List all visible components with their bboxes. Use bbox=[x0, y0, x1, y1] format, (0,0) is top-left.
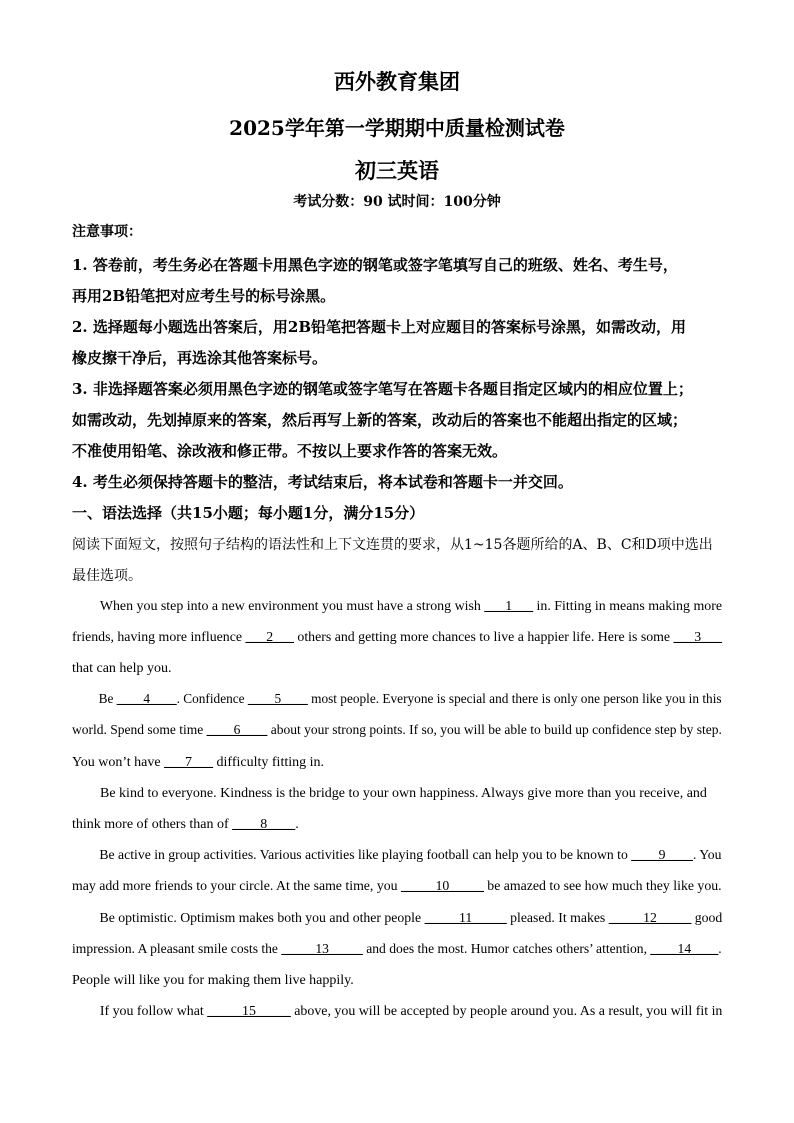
notes-line: 再用2B铅笔把对应考生号的标号涂黑。 bbox=[72, 287, 336, 305]
notes-line: 橡皮擦干净后，再选涂其他答案标号。 bbox=[72, 349, 328, 367]
section-instruction: 阅读下面短文，按照句子结构的语法性和上下文连贯的要求，从1~15各题所给的A、B、C和D项中选出 bbox=[72, 537, 713, 553]
exam-title: 2025学年第一学期期中质量检测试卷 bbox=[229, 116, 565, 140]
passage-line: impression. A pleasant smile costs the _____13_____ and does the most. Humor catches others’ attention, ____14____. bbox=[72, 942, 722, 957]
blank-11: _____11_____ bbox=[424, 911, 507, 926]
blank-4: ____4____ bbox=[116, 692, 177, 707]
blank-15: _____15_____ bbox=[207, 1004, 291, 1019]
blank-1: ___1___ bbox=[484, 599, 534, 614]
blank-6: ____6____ bbox=[206, 723, 268, 738]
passage-line: friends, having more influence ___2___ others and getting more chances to live a happier life. Here is some ___3___ bbox=[72, 630, 723, 645]
blank-3: ___3___ bbox=[673, 630, 723, 645]
notes-line: 2. 选择题每小题选出答案后，用2B铅笔把答题卡上对应题目的答案标号涂黑，如需改动，用 bbox=[72, 318, 687, 336]
blank-10: _____10_____ bbox=[401, 879, 484, 894]
blank-14: ____14____ bbox=[650, 942, 719, 957]
notes-line: 3. 非选择题答案必须用黑色字迹的钢笔或签字笔写在答题卡各题目指定区域内的相应位置上； bbox=[72, 380, 693, 398]
blank-8: ____8____ bbox=[232, 817, 296, 832]
notes-line: 不准使用铅笔、涂改液和修正带。不按以上要求作答的答案无效。 bbox=[72, 442, 508, 460]
passage-line: Be kind to everyone. Kindness is the bridge to your own happiness. Always give more than you receive, and bbox=[100, 786, 707, 801]
passage-line: You won’t have ___7___ difficulty fitting in. bbox=[72, 755, 325, 770]
notes-title: 注意事项： bbox=[72, 224, 142, 240]
passage-line: When you step into a new environment you must have a strong wish ___1___ in. Fitting in means making more bbox=[99, 599, 723, 614]
blank-7: ___7___ bbox=[164, 755, 214, 770]
notes-line: 如需改动，先划掉原来的答案，然后再写上新的答案，改动后的答案也不能超出指定的区域； bbox=[72, 411, 688, 429]
passage-line: People will like you for making them live happily. bbox=[72, 973, 354, 988]
blank-13: _____13_____ bbox=[281, 942, 363, 957]
passage-line: may add more friends to your circle. At the same time, you _____10_____ be amazed to see how much they like you. bbox=[72, 879, 722, 894]
passage-line: Be active in group activities. Various activities like playing football can help you to be known to ____9____. You bbox=[99, 848, 722, 863]
passage-line: think more of others than of ____8____. bbox=[72, 817, 299, 832]
notes-line: 4. 考生必须保持答题卡的整洁，考试结束后，将本试卷和答题卡一并交回。 bbox=[72, 473, 573, 491]
passage-line: Be optimistic. Optimism makes both you and other people _____11_____ pleased. It makes _____12_____ good bbox=[99, 911, 723, 926]
blank-5: ____5____ bbox=[247, 692, 308, 707]
blank-9: ____9____ bbox=[631, 848, 693, 863]
passage-line: If you follow what _____15_____ above, you will be accepted by people around you. As a result, you will fit in bbox=[99, 1004, 723, 1019]
section-title: 一、语法选择（共15小题；每小题1分，满分15分） bbox=[72, 504, 425, 522]
score-time-line: 考试分数：90 试时间：100分钟 bbox=[293, 194, 501, 210]
subject-title: 初三英语 bbox=[355, 158, 439, 183]
passage-line: Be ____4____. Confidence ____5____ most people. Everyone is special and there is only one person like you in this bbox=[98, 692, 722, 707]
blank-12: _____12_____ bbox=[608, 911, 692, 926]
blank-2: ___2___ bbox=[245, 630, 294, 645]
org-title: 西外教育集团 bbox=[334, 69, 460, 94]
passage-line: that can help you. bbox=[72, 661, 172, 676]
notes-line: 1. 答卷前，考生务必在答题卡用黑色字迹的钢笔或签字笔填写自己的班级、姓名、考生号， bbox=[72, 256, 678, 274]
passage-line: world. Spend some time ____6____ about your strong points. If so, you will be able to build up confidence step by step. bbox=[72, 723, 722, 738]
section-instruction: 最佳选项。 bbox=[72, 568, 142, 584]
